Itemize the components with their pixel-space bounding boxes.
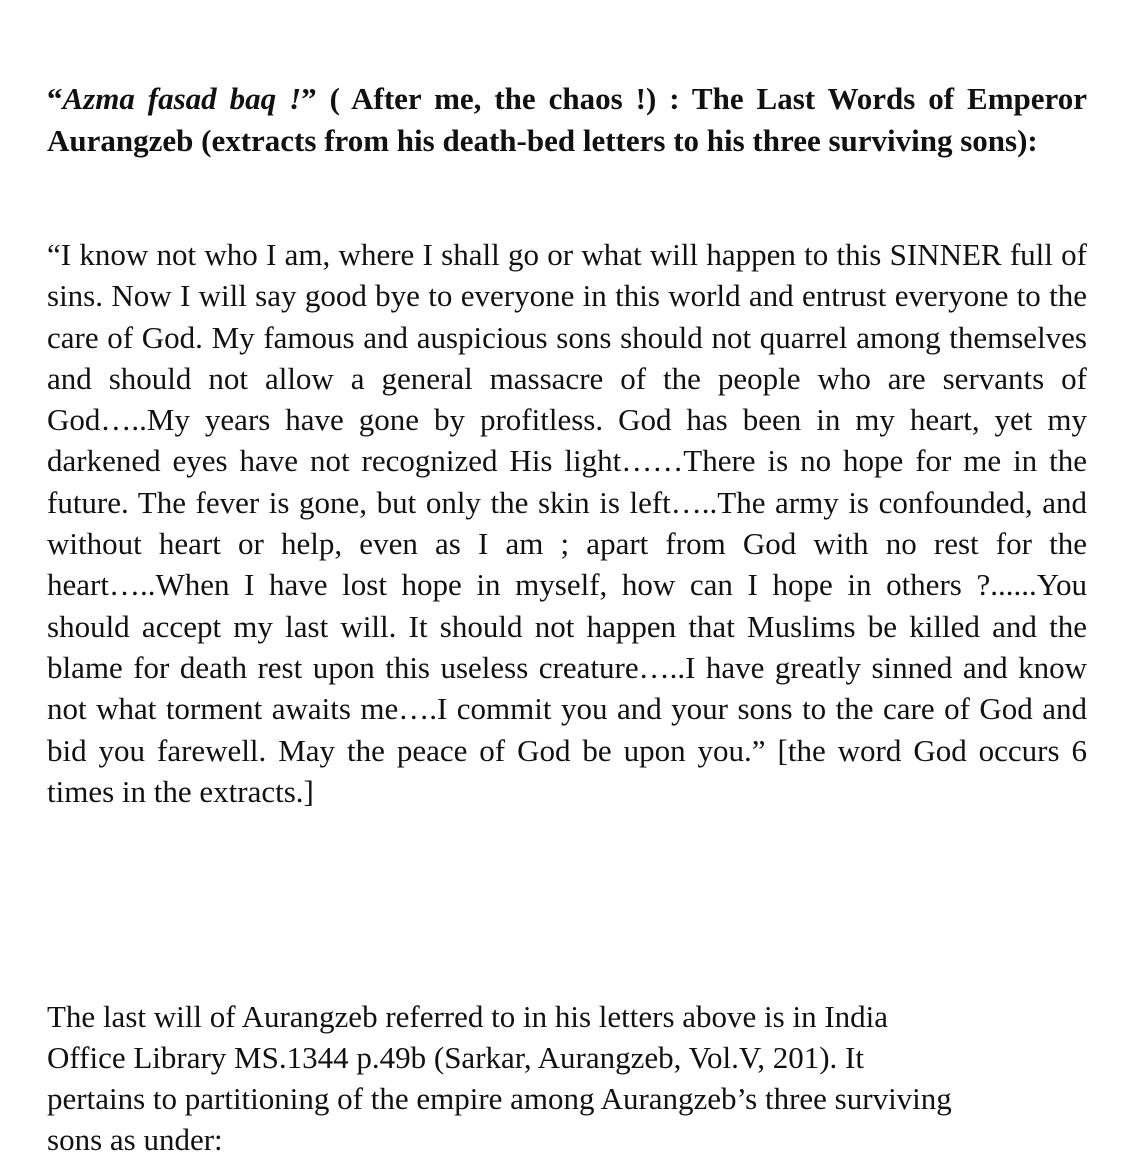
document-heading xyxy=(47,78,1087,162)
heading-open-quote: “ xyxy=(47,81,63,116)
quoted-letter-extract: “I know not who I am, where I shall go or what will happen to this SINNER full of sins. Now I will say good bye to everyone in this world and entrust everyone to the care of God. My famous and auspicious sons should not quarrel among themselves and should not allow a general massacre of the people who are servants of God…..My years have gone by profitless. God has been in my heart, yet my darkened eyes have not recognized His light……There is no hope for me in the future. The fever is gone, but only the skin is left…..The army is confounded, and without heart or help, even as I am ; apart from God with no rest for the heart…..When I have lost hope in myself, how can I hope in others ?......You should accept my last will. It should not happen that Muslims be killed and the blame for death rest upon this useless creature…..I have greatly sinned and know not what torment awaits me….I commit you and your sons to the care of God and bid you farewell. May the peace of God be upon you.” [the word God occurs 6 times in the extracts.] xyxy=(47,237,1087,809)
last-will-note xyxy=(47,996,1087,1160)
heading-rest: ” ( After me, the chaos !) : The Last Words of Emperor Aurangzeb (extracts from his death-bed letters to his three surviving sons): xyxy=(47,81,1087,158)
note-line-1: The last will of Aurangzeb referred to in his letters above is in India xyxy=(47,999,889,1034)
document-page xyxy=(47,78,1087,1157)
heading-italic-phrase: Azma fasad baq ! xyxy=(62,81,302,116)
note-line-4: sons as under: xyxy=(47,1122,223,1157)
note-line-2: Office Library MS.1344 p.49b (Sarkar, Aurangzeb, Vol.V, 201). It xyxy=(47,1040,864,1075)
note-line-3: pertains to partitioning of the empire among Aurangzeb’s three surviving xyxy=(47,1081,952,1116)
